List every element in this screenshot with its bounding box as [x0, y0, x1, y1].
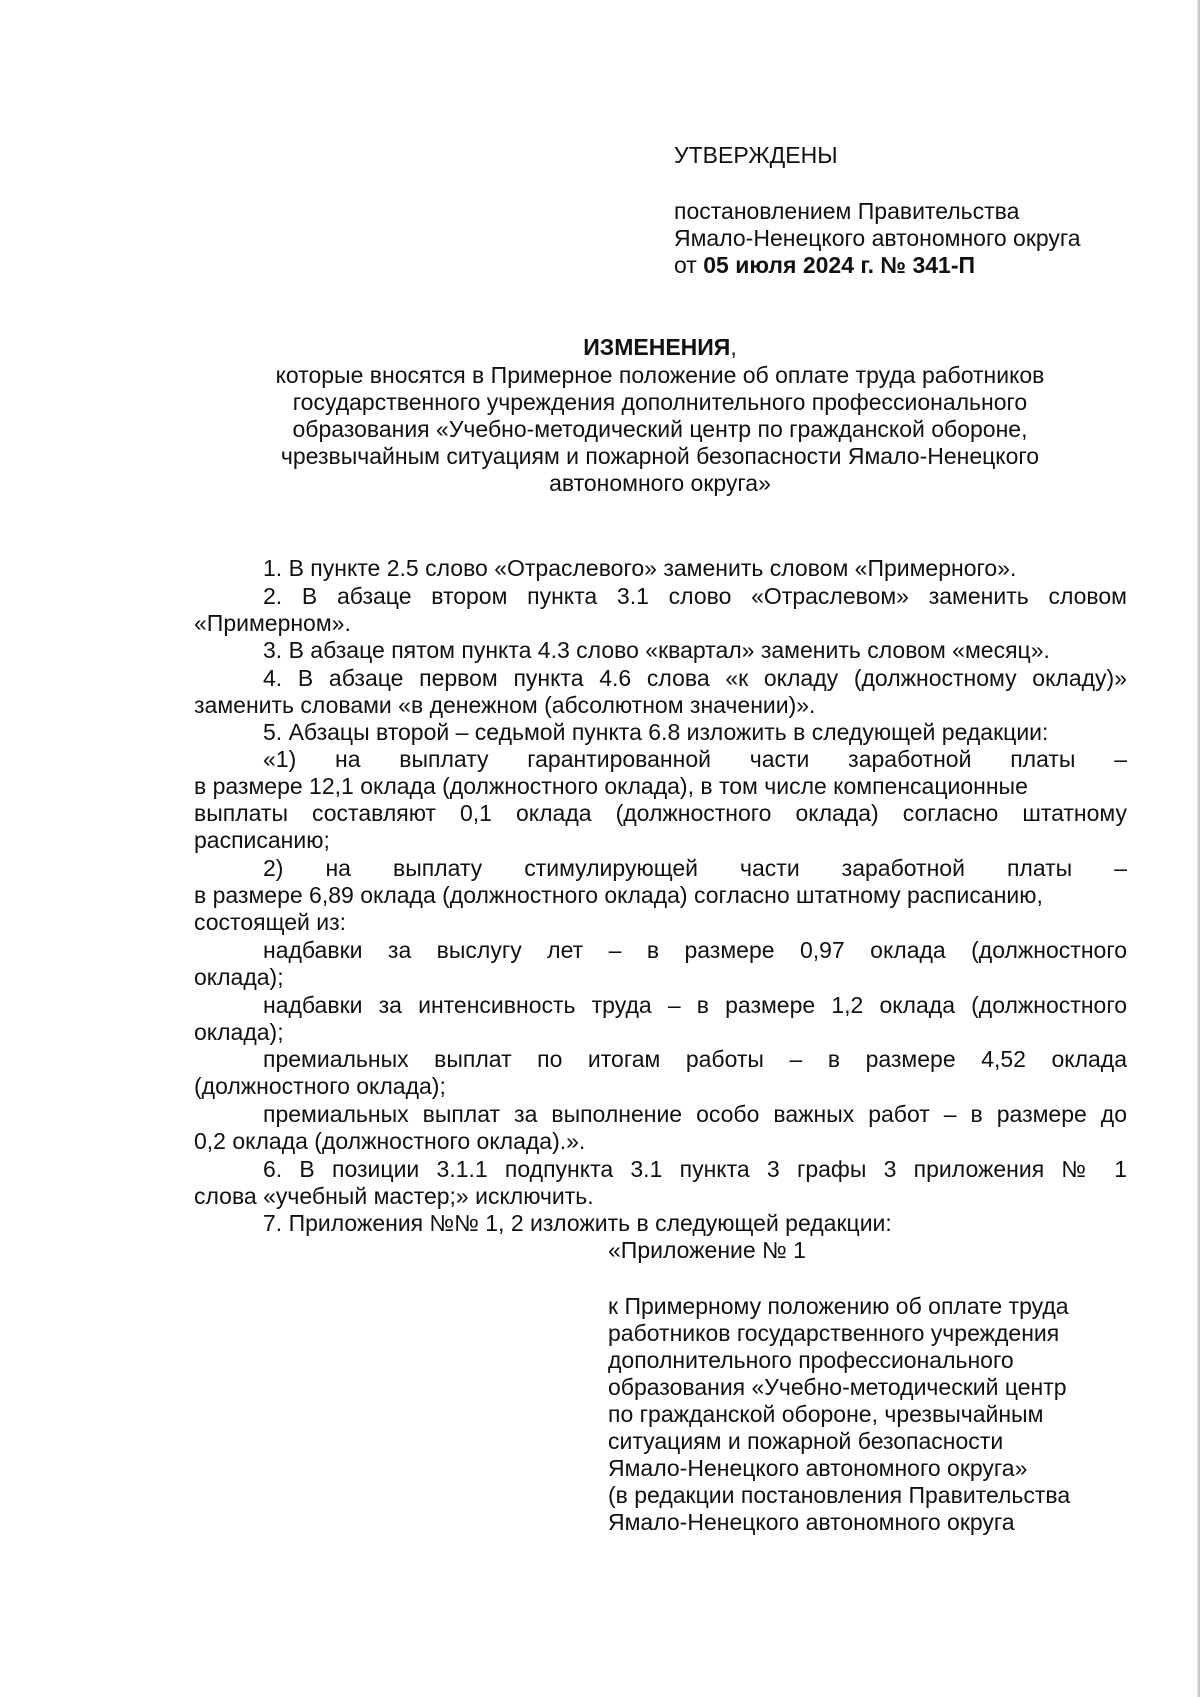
- body-line: 4. В абзаце первом пункта 4.6 слова «к окладу (должностному окладу)»: [263, 665, 1127, 691]
- title-main: ИЗМЕНЕНИЯ: [583, 334, 731, 360]
- document-title: [190, 334, 1130, 361]
- title-sub-line-5: автономного округа»: [549, 470, 771, 496]
- body-line: «Примерном».: [194, 610, 351, 636]
- body-line: 2. В абзаце втором пункта 3.1 слово «Отраслевом» заменить словом: [263, 583, 1127, 609]
- appendix-line: ситуациям и пожарной безопасности: [608, 1428, 1004, 1454]
- approval-date-prefix: от: [674, 252, 697, 278]
- body-line: надбавки за выслугу лет – в размере 0,97 оклада (должностного: [263, 937, 1127, 963]
- body-line: премиальных выплат за выполнение особо важных работ – в размере до: [263, 1101, 1127, 1127]
- body-line: выплаты составляют 0,1 оклада (должностного оклада) согласно штатному: [194, 800, 1127, 826]
- title-sub-line-3: образования «Учебно-методический центр по гражданской обороне,: [292, 416, 1028, 442]
- title-sub-line-4: чрезвычайным ситуациям и пожарной безопасности Ямало-Ненецкого: [280, 443, 1040, 469]
- body-line: в размере 6,89 оклада (должностного оклада) согласно штатному расписанию,: [194, 882, 1043, 908]
- body-line: 2) на выплату стимулирующей части заработной платы –: [263, 855, 1127, 881]
- body-line: состоящей из:: [194, 909, 347, 935]
- body-line: (должностного оклада);: [194, 1073, 446, 1099]
- body-line: премиальных выплат по итогам работы – в размере 4,52 оклада: [263, 1046, 1127, 1072]
- title-comma: ,: [730, 334, 737, 360]
- body-line: расписанию;: [194, 827, 330, 853]
- appendix-line: (в редакции постановления Правительства: [608, 1482, 1071, 1508]
- body-line: 7. Приложения №№ 1, 2 изложить в следующей редакции:: [263, 1210, 892, 1236]
- approval-line-2: Ямало-Ненецкого автономного округа: [674, 225, 1081, 251]
- appendix-line: Ямало-Ненецкого автономного округа»: [608, 1455, 1028, 1481]
- approval-date: [674, 252, 975, 279]
- appendix-line: Ямало-Ненецкого автономного округа: [608, 1509, 1015, 1535]
- body-line: слова «учебный мастер;» исключить.: [194, 1183, 594, 1209]
- approval-line-1: постановлением Правительства: [674, 198, 1020, 224]
- body-line: «1) на выплату гарантированной части заработной платы –: [263, 746, 1127, 772]
- body-line: 3. В абзаце пятом пункта 4.3 слово «квартал» заменить словом «месяц».: [263, 637, 1050, 663]
- approval-heading: УТВЕРЖДЕНЫ: [674, 142, 838, 168]
- appendix-line: дополнительного профессионального: [608, 1347, 1014, 1373]
- body-line: 1. В пункте 2.5 слово «Отраслевого» заменить словом «Примерного».: [263, 555, 1017, 581]
- appendix-line: к Примерному положению об оплате труда: [608, 1293, 1069, 1319]
- body-line: 5. Абзацы второй – седьмой пункта 6.8 изложить в следующей редакции:: [263, 719, 1049, 745]
- body-line: оклада);: [194, 964, 284, 990]
- appendix-line: по гражданской обороне, чрезвычайным: [608, 1401, 1044, 1427]
- appendix-line: образования «Учебно-методический центр: [608, 1374, 1067, 1400]
- body-line: надбавки за интенсивность труда – в размере 1,2 оклада (должностного: [263, 992, 1127, 1018]
- appendix-line: работников государственного учреждения: [608, 1320, 1060, 1346]
- body-line: в размере 12,1 оклада (должностного оклада), в том числе компенсационные: [194, 773, 1028, 799]
- body-line: оклада);: [194, 1019, 284, 1045]
- body-line: заменить словами «в денежном (абсолютном значении)».: [194, 692, 816, 718]
- appendix-heading: «Приложение № 1: [608, 1237, 806, 1263]
- approval-date-value: 05 июля 2024 г. № 341-П: [703, 252, 976, 278]
- title-sub-line-2: государственного учреждения дополнительного профессионального: [292, 389, 1028, 415]
- title-sub-line-1: которые вносятся в Примерное положение об оплате труда работников: [275, 362, 1045, 388]
- body-line: 0,2 оклада (должностного оклада).».: [194, 1128, 586, 1154]
- body-line: 6. В позиции 3.1.1 подпункта 3.1 пункта 3 графы 3 приложения № 1: [263, 1156, 1127, 1182]
